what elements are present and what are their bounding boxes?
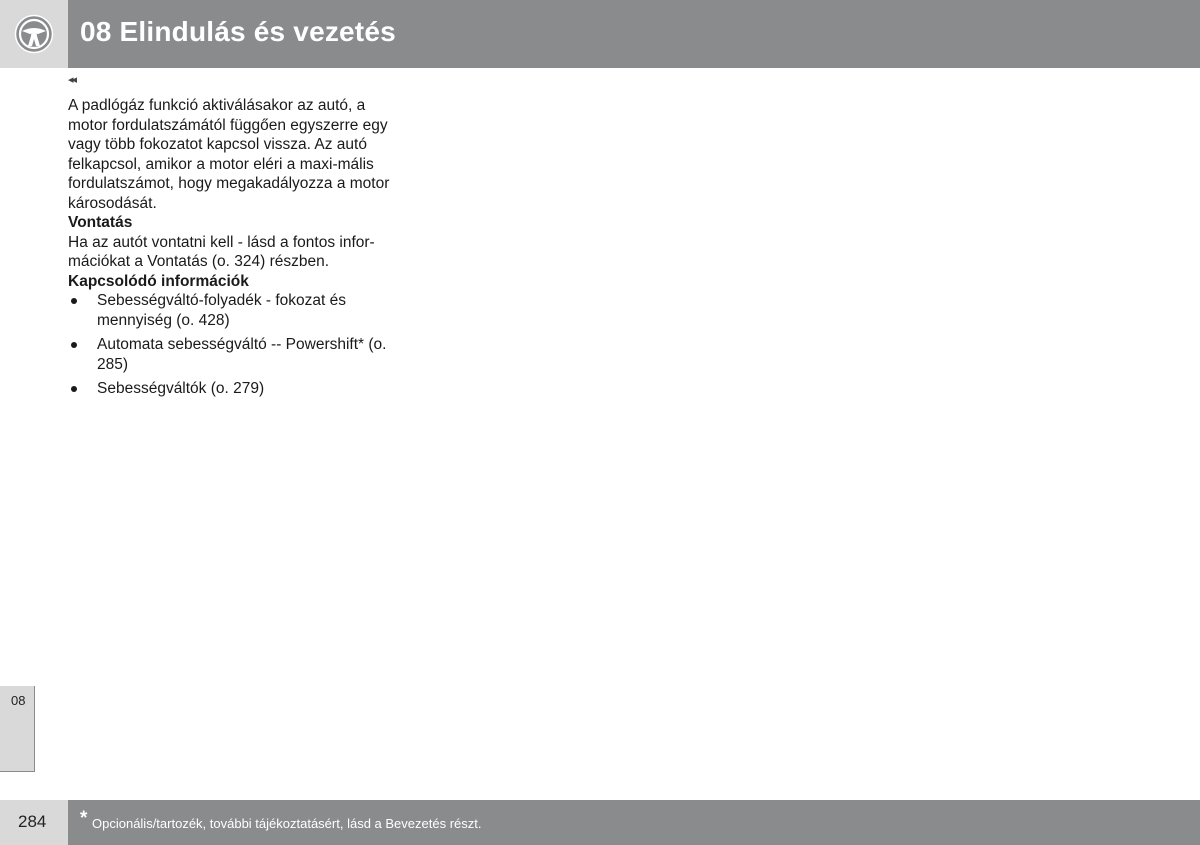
footer-bar: [68, 800, 1200, 845]
page-number: 284: [18, 812, 47, 831]
main-content: [68, 96, 398, 404]
section-paragraph: Ha az autót vontatni kell - lásd a fontos infor-mációkat a Vontatás (o. 324) részben.: [68, 233, 375, 270]
related-heading: Kapcsolódó információk: [68, 272, 249, 290]
list-item: Automata sebességváltó -- Powershift* (o. 285): [68, 335, 398, 374]
header-icon-box: [0, 0, 68, 68]
header-bar: [68, 0, 1200, 68]
chapter-tab-label: 08: [11, 693, 26, 708]
related-list: [68, 291, 398, 399]
asterisk-marker: *: [80, 808, 88, 829]
continued-marker: ◂◂: [68, 74, 76, 86]
footer-page-box: [0, 800, 68, 845]
list-item: Sebességváltók (o. 279): [68, 379, 398, 399]
list-item: Sebességváltó-folyadék - fokozat és mennyiség (o. 428): [68, 291, 398, 330]
steering-wheel-icon: [14, 14, 54, 54]
footer-note: Opcionális/tartozék, további tájékoztatásért, lásd a Bevezetés részt.: [92, 816, 482, 831]
chapter-tab: [0, 686, 35, 772]
page-title: 08 Elindulás és vezetés: [80, 16, 396, 47]
intro-paragraph: A padlógáz funkció aktiválásakor az autó, a motor fordulatszámától függően egyszerre egy vagy több fokozatot kapcsol vissza. Az autó felkapcsol, amikor a motor eléri a maxi-mális fordulatszámot, hogy megakadályozza a motor károsodását.: [68, 97, 390, 212]
section-heading: Vontatás: [68, 214, 133, 231]
